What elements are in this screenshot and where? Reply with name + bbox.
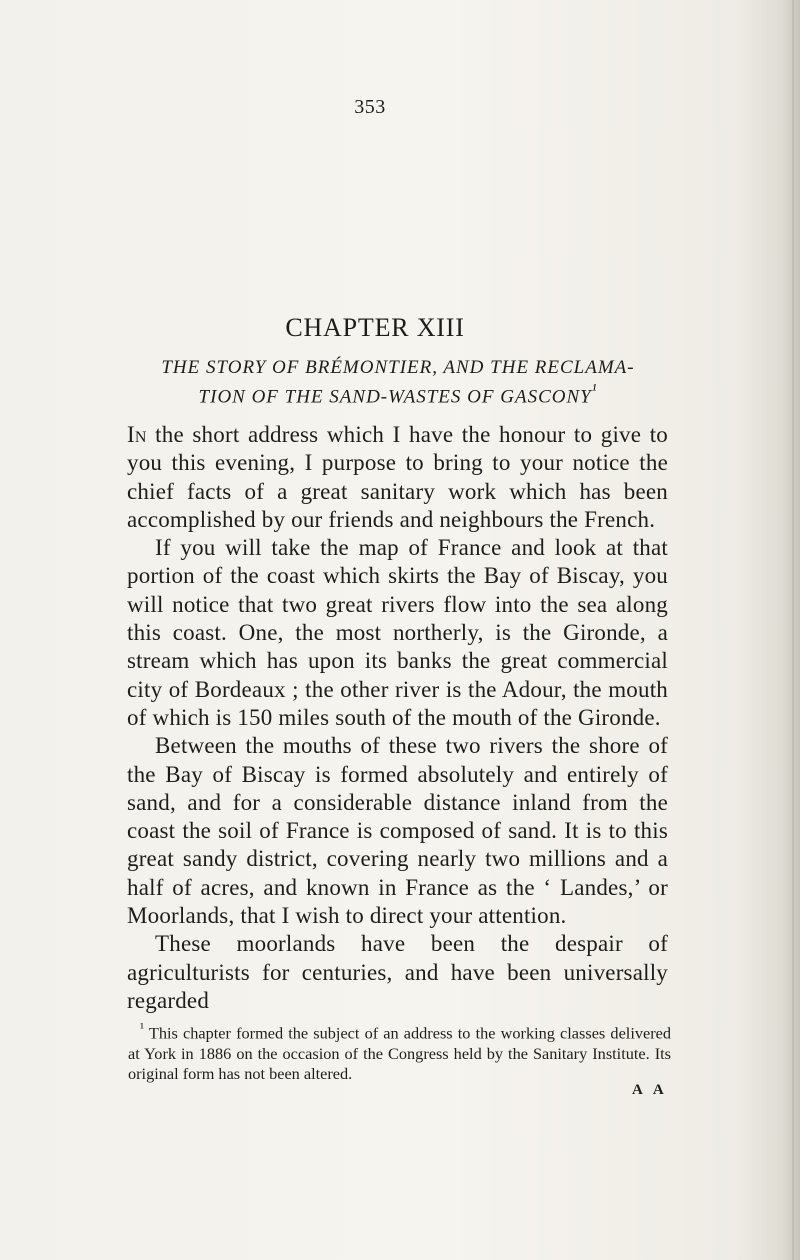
footnote — [128, 1018, 671, 1085]
chapter-title: CHAPTER XIII — [285, 313, 465, 342]
chapter-subtitle — [128, 356, 668, 408]
footnote-text: This chapter formed the subject of an address to the working classes delivered at York in 1886 on the occasion of the Congress held by the Sanitary Institute. Its original form has not been altered. — [128, 1023, 671, 1084]
page-edge-line — [792, 0, 794, 1260]
chapter-body — [127, 421, 668, 1015]
chapter-subtitle-line-2 — [128, 379, 668, 408]
page-edge-shadow — [782, 0, 800, 1260]
chapter-subtitle-line-2-text: TION OF THE SAND-WASTES OF GASCONY — [198, 386, 592, 408]
paragraph-4: These moorlands have been the despair of agriculturists for centuries, and have been universally regarded — [127, 931, 668, 1013]
paragraph-1 — [127, 421, 668, 534]
footnote-marker: ¹ — [140, 1020, 145, 1035]
subtitle-footnote-marker: ¹ — [591, 382, 598, 399]
page-number: 353 — [354, 96, 386, 118]
paragraph-2: If you will take the map of France and look at that portion of the coast which skirts the Bay of Biscay, you will notice that two great rivers flow into the sea along this coast. One, the most northerly, is the Gironde, a stream which has upon its banks the great commercial city of Bordeaux ; the other river is the Adour, the mouth of which is 150 miles south of the mouth of the Gironde. — [127, 535, 668, 730]
footnote-paragraph — [128, 1018, 671, 1085]
chapter-subtitle-line-1: THE STORY OF BRÉMONTIER, AND THE RECLAMA- — [161, 357, 635, 378]
signature-mark: A A — [632, 1082, 668, 1098]
paragraph-1-lead: In — [127, 422, 147, 447]
paragraph-1-text: the short address which I have the honour to give to you this evening, I purpose to bring to your notice the chief facts of a great sanitary work which has been accomplished by our friends and neighbours the French. — [127, 422, 668, 532]
paragraph-3: Between the mouths of these two rivers the shore of the Bay of Biscay is formed absolutely and entirely of sand, and for a considerable distance inland from the coast the soil of France is composed of sand. It is to this great sandy district, covering nearly two millions and a half of acres, and known in France as the ‘ Landes,’ or Moorlands, that I wish to direct your attention. — [127, 733, 668, 929]
